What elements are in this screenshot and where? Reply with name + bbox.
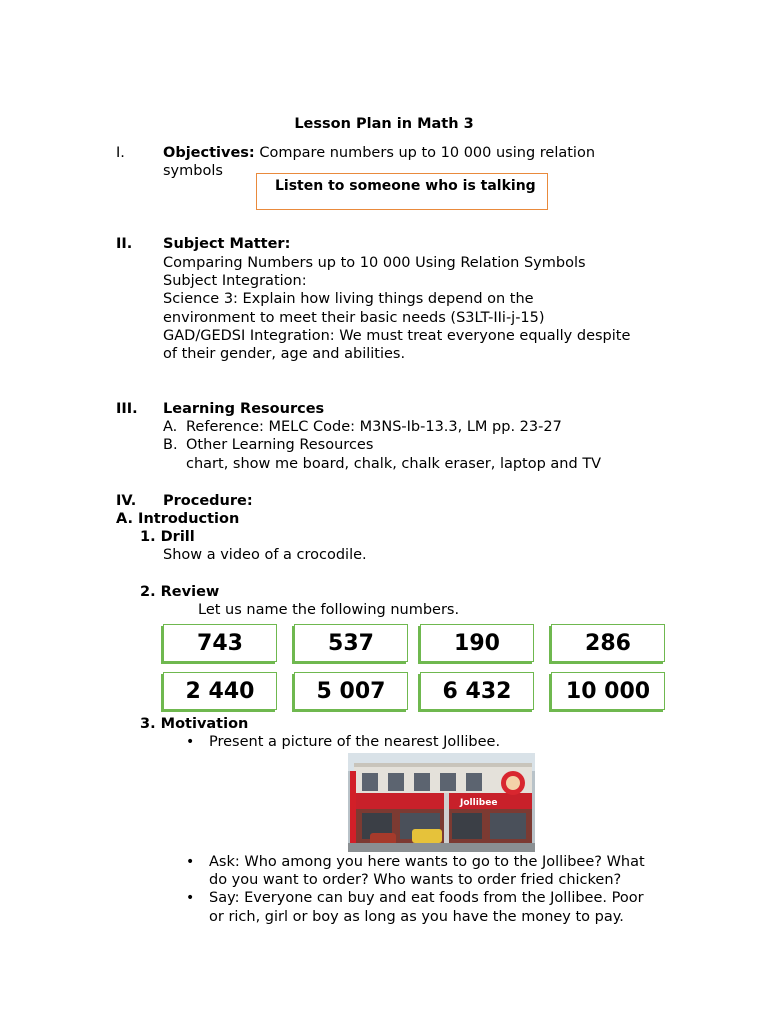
drill-text: Show a video of a crocodile.: [163, 547, 367, 563]
bullet-icon: •: [186, 734, 195, 750]
resource-a-text: Reference: MELC Code: M3NS-Ib-13.3, LM pp. 23-27: [186, 419, 562, 435]
motivation-bullet-text: or rich, girl or boy as long as you have the money to pay.: [209, 909, 624, 925]
number-card: 6 432: [420, 672, 534, 710]
subject-matter-line: GAD/GEDSI Integration: We must treat everyone equally despite: [163, 328, 631, 344]
objectives-text-cont: symbols: [163, 163, 223, 179]
learning-resources-numeral: III.: [116, 401, 138, 417]
resource-b-detail: chart, show me board, chalk, chalk eraser, laptop and TV: [186, 456, 602, 472]
subject-matter-line: Comparing Numbers up to 10 000 Using Relation Symbols: [163, 255, 586, 271]
motivation-bullet-text: Present a picture of the nearest Jollibee.: [209, 734, 501, 750]
review-text: Let us name the following numbers.: [198, 602, 460, 618]
learning-resources-label: Learning Resources: [163, 401, 325, 417]
objectives-line: [163, 144, 595, 162]
introduction-heading: A. Introduction: [116, 511, 240, 527]
bullet-icon: •: [186, 854, 195, 870]
resource-b-marker: B.: [163, 437, 178, 453]
objectives-callout: Listen to someone who is talking: [256, 173, 548, 210]
motivation-bullet-text: do you want to order? Who wants to order fried chicken?: [209, 872, 622, 888]
number-card: 10 000: [551, 672, 665, 710]
resource-a-marker: A.: [163, 419, 178, 435]
jollibee-store-photo: [348, 753, 535, 852]
number-card: 537: [294, 624, 408, 662]
motivation-heading: 3. Motivation: [140, 716, 249, 732]
number-card: 286: [551, 624, 665, 662]
photo-sign-text: Jollibee: [460, 798, 498, 808]
objectives-numeral: I.: [116, 145, 125, 161]
objectives-label: Objectives:: [163, 145, 255, 161]
review-heading: 2. Review: [140, 584, 220, 600]
number-card: 5 007: [294, 672, 408, 710]
motivation-bullet-text: Ask: Who among you here wants to go to the Jollibee? What: [209, 854, 645, 870]
resource-b-text: Other Learning Resources: [186, 437, 374, 453]
motivation-bullet-text: Say: Everyone can buy and eat foods from the Jollibee. Poor: [209, 890, 644, 906]
objectives-text: Compare numbers up to 10 000 using relation: [259, 145, 596, 161]
procedure-numeral: IV.: [116, 493, 137, 509]
page-title: Lesson Plan in Math 3: [294, 116, 474, 132]
subject-matter-line: Science 3: Explain how living things depend on the: [163, 291, 534, 307]
subject-matter-line: environment to meet their basic needs (S3LT-IIi-j-15): [163, 310, 545, 326]
drill-heading: 1. Drill: [140, 529, 195, 545]
number-card: 190: [420, 624, 534, 662]
number-card: 743: [163, 624, 277, 662]
subject-matter-numeral: II.: [116, 236, 133, 252]
bullet-icon: •: [186, 890, 195, 906]
procedure-label: Procedure:: [163, 493, 253, 509]
number-card: 2 440: [163, 672, 277, 710]
subject-matter-line: of their gender, age and abilities.: [163, 346, 406, 362]
subject-matter-line: Subject Integration:: [163, 273, 307, 289]
subject-matter-label: Subject Matter:: [163, 236, 291, 252]
